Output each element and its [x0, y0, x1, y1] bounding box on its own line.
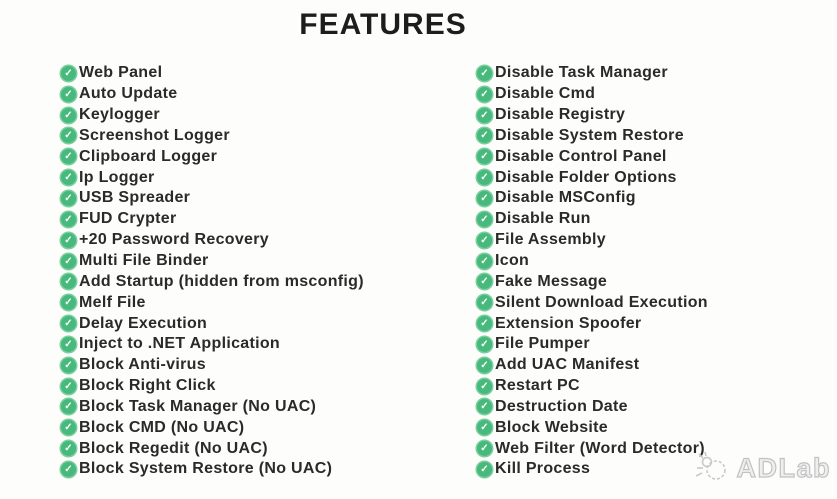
- feature-label: Kill Process: [495, 460, 591, 478]
- feature-label: Block System Restore (No UAC): [79, 460, 333, 478]
- feature-item: [61, 126, 364, 147]
- feature-label: Inject to .NET Application: [79, 335, 280, 353]
- check-icon: ✓: [477, 212, 492, 227]
- feature-item: [477, 376, 708, 397]
- feature-label: Block CMD (No UAC): [79, 418, 245, 436]
- feature-item: [61, 251, 364, 272]
- feature-label: Melf File: [79, 293, 146, 311]
- feature-item: [61, 146, 364, 167]
- feature-item: [477, 459, 708, 480]
- feature-item: [477, 313, 708, 334]
- check-icon: ✓: [61, 233, 76, 248]
- feature-label: Disable Task Manager: [495, 64, 668, 82]
- feature-item: [61, 271, 364, 292]
- feature-item: [61, 84, 364, 105]
- feature-item: [477, 105, 708, 126]
- feature-label: Screenshot Logger: [79, 126, 230, 144]
- check-icon: ✓: [477, 191, 492, 206]
- check-icon: ✓: [61, 295, 76, 310]
- feature-label: Web Filter (Word Detector): [495, 439, 705, 457]
- feature-item: [61, 209, 364, 230]
- feature-label: Add UAC Manifest: [495, 356, 640, 374]
- check-icon: ✓: [477, 358, 492, 373]
- check-icon: ✓: [61, 379, 76, 394]
- feature-item: [61, 397, 364, 418]
- check-icon: ✓: [61, 108, 76, 123]
- check-icon: ✓: [61, 420, 76, 435]
- feature-label: Add Startup (hidden from msconfig): [79, 272, 364, 290]
- check-icon: ✓: [61, 358, 76, 373]
- feature-item: [477, 146, 708, 167]
- feature-label: Fake Message: [495, 272, 608, 290]
- watermark: [694, 451, 832, 485]
- check-icon: ✓: [477, 87, 492, 102]
- feature-label: Delay Execution: [79, 314, 208, 332]
- feature-item: [477, 334, 708, 355]
- feature-label: Restart PC: [495, 377, 580, 395]
- feature-label: Multi File Binder: [79, 252, 209, 270]
- feature-label: File Pumper: [495, 335, 590, 353]
- feature-label: Block Right Click: [79, 377, 216, 395]
- feature-label: Destruction Date: [495, 397, 628, 415]
- feature-label: Clipboard Logger: [79, 147, 218, 165]
- feature-label: +20 Password Recovery: [79, 231, 269, 249]
- check-icon: ✓: [61, 170, 76, 185]
- check-icon: ✓: [61, 337, 76, 352]
- feature-label: Icon: [495, 252, 530, 270]
- check-icon: ✓: [61, 191, 76, 206]
- feature-item: [477, 271, 708, 292]
- page-title: FEATURES: [299, 8, 467, 41]
- feature-label: USB Spreader: [79, 189, 191, 207]
- feature-label: Block Website: [495, 418, 608, 436]
- check-icon: ✓: [477, 441, 492, 456]
- feature-item: [61, 230, 364, 251]
- feature-label: Disable Control Panel: [495, 147, 667, 165]
- feature-label: Disable System Restore: [495, 126, 684, 144]
- feature-label: Disable Cmd: [495, 85, 596, 103]
- adlab-logo-icon: [694, 451, 734, 485]
- check-icon: ✓: [477, 462, 492, 477]
- feature-list-right: [477, 63, 708, 480]
- check-icon: ✓: [477, 274, 492, 289]
- feature-label: FUD Crypter: [79, 210, 177, 228]
- check-icon: ✓: [61, 66, 76, 81]
- feature-item: [61, 459, 364, 480]
- feature-label: Block Regedit (No UAC): [79, 439, 268, 457]
- check-icon: ✓: [477, 108, 492, 123]
- check-icon: ✓: [477, 337, 492, 352]
- feature-label: Disable Registry: [495, 106, 626, 124]
- feature-item: [61, 438, 364, 459]
- feature-item: [61, 376, 364, 397]
- check-icon: ✓: [477, 66, 492, 81]
- check-icon: ✓: [61, 128, 76, 143]
- feature-item: [61, 313, 364, 334]
- feature-item: [477, 230, 708, 251]
- feature-label: Disable Run: [495, 210, 591, 228]
- check-icon: ✓: [61, 212, 76, 227]
- feature-item: [477, 63, 708, 84]
- check-icon: ✓: [61, 254, 76, 269]
- check-icon: ✓: [477, 254, 492, 269]
- feature-label: Silent Download Execution: [495, 293, 708, 311]
- feature-label: Block Anti-virus: [79, 356, 206, 374]
- feature-item: [477, 251, 708, 272]
- check-icon: ✓: [61, 462, 76, 477]
- check-icon: ✓: [477, 233, 492, 248]
- feature-item: [477, 355, 708, 376]
- feature-list-left: [61, 63, 364, 480]
- feature-item: [477, 417, 708, 438]
- check-icon: ✓: [61, 441, 76, 456]
- feature-item: [477, 167, 708, 188]
- feature-item: [477, 84, 708, 105]
- watermark-label: ADLab: [736, 452, 831, 483]
- check-icon: ✓: [61, 399, 76, 414]
- feature-item: [61, 167, 364, 188]
- check-icon: ✓: [477, 316, 492, 331]
- feature-item: [61, 417, 364, 438]
- feature-item: [477, 188, 708, 209]
- feature-item: [61, 334, 364, 355]
- feature-label: Extension Spoofer: [495, 314, 642, 332]
- check-icon: ✓: [61, 274, 76, 289]
- feature-item: [477, 438, 708, 459]
- feature-item: [61, 105, 364, 126]
- feature-label: Disable MSConfig: [495, 189, 636, 207]
- check-icon: ✓: [477, 379, 492, 394]
- check-icon: ✓: [477, 170, 492, 185]
- check-icon: ✓: [61, 149, 76, 164]
- feature-item: [61, 63, 364, 84]
- feature-item: [477, 126, 708, 147]
- check-icon: ✓: [477, 420, 492, 435]
- check-icon: ✓: [477, 149, 492, 164]
- feature-label: Ip Logger: [79, 168, 155, 186]
- feature-label: File Assembly: [495, 231, 606, 249]
- feature-label: Auto Update: [79, 85, 178, 103]
- check-icon: ✓: [477, 295, 492, 310]
- check-icon: ✓: [61, 316, 76, 331]
- check-icon: ✓: [477, 128, 492, 143]
- feature-label: Keylogger: [79, 106, 160, 124]
- feature-item: [61, 292, 364, 313]
- feature-label: Disable Folder Options: [495, 168, 677, 186]
- feature-item: [61, 355, 364, 376]
- check-icon: ✓: [61, 87, 76, 102]
- feature-label: Web Panel: [79, 64, 163, 82]
- check-icon: ✓: [477, 399, 492, 414]
- feature-item: [477, 292, 708, 313]
- feature-label: Block Task Manager (No UAC): [79, 397, 317, 415]
- feature-item: [61, 188, 364, 209]
- feature-item: [477, 209, 708, 230]
- feature-item: [477, 397, 708, 418]
